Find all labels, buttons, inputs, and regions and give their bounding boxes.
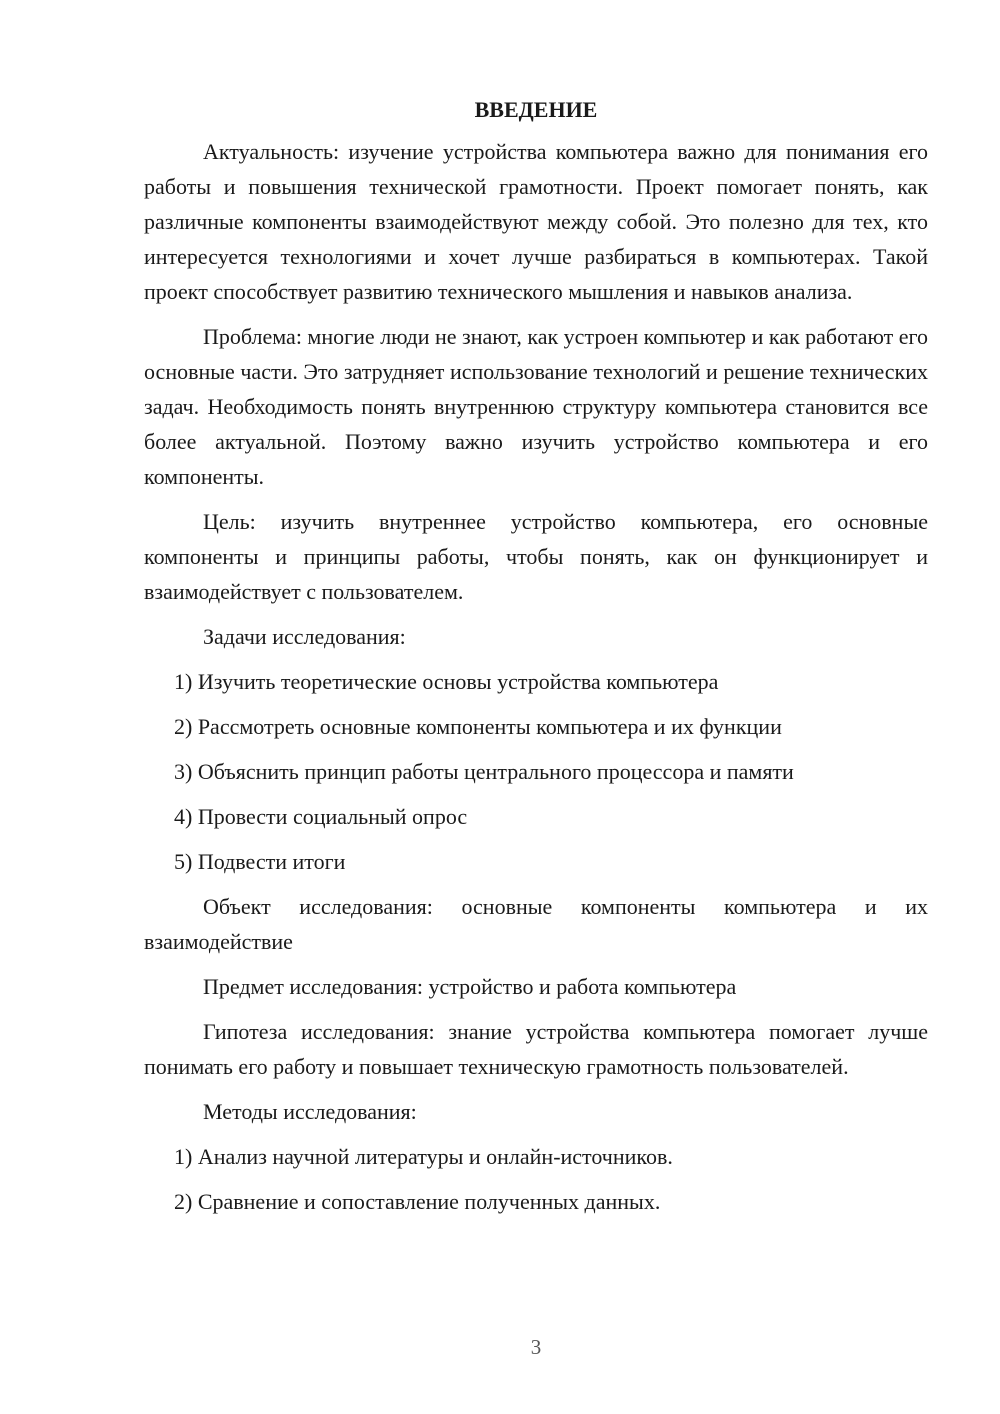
page-content (144, 94, 928, 1229)
methods-heading: Методы исследования: (203, 1099, 417, 1124)
task-item: 3) Объяснить принцип работы центрального процессора и памяти (174, 759, 794, 784)
task-item: 1) Изучить теоретические основы устройства компьютера (174, 669, 719, 694)
problem-paragraph: Проблема: многие люди не знают, как устроен компьютер и как работают его основные части. Это затрудняет использование технологий и решение технических задач. Необходимость понять внутреннюю структуру компьютера становится все более актуальной. Поэтому важно изучить устройство компьютера и его компоненты. (144, 324, 928, 489)
object-paragraph: Объект исследования: основные компоненты компьютера и их взаимодействие (144, 894, 928, 954)
task-item: 5) Подвести итоги (174, 849, 346, 874)
method-item: 1) Анализ научной литературы и онлайн-источников. (174, 1144, 673, 1169)
subject-paragraph: Предмет исследования: устройство и работа компьютера (203, 974, 737, 999)
hypothesis-paragraph: Гипотеза исследования: знание устройства компьютера помогает лучше понимать его работу и повышает техническую грамотность пользователей. (144, 1019, 928, 1079)
method-item: 2) Сравнение и сопоставление полученных данных. (174, 1189, 661, 1214)
goal-paragraph: Цель: изучить внутреннее устройство компьютера, его основные компоненты и принципы работы, чтобы понять, как он функционирует и взаимодействует с пользователем. (144, 509, 928, 604)
task-item: 2) Рассмотреть основные компоненты компьютера и их функции (174, 714, 782, 739)
tasks-list (144, 664, 928, 879)
task-item: 4) Провести социальный опрос (174, 804, 468, 829)
methods-list (144, 1139, 928, 1219)
section-title: ВВЕДЕНИЕ (474, 97, 598, 122)
page-number: 3 (530, 1335, 542, 1359)
tasks-heading: Задачи исследования: (203, 624, 406, 649)
relevance-paragraph: Актуальность: изучение устройства компьютера важно для понимания его работы и повышения технической грамотности. Проект помогает понять, как различные компоненты взаимодействуют между собой. Это полезно для тех, кто интересуется технологиями и хочет лучше разбираться в компьютерах. Такой проект способствует развитию технического мышления и навыков анализа. (144, 139, 928, 304)
